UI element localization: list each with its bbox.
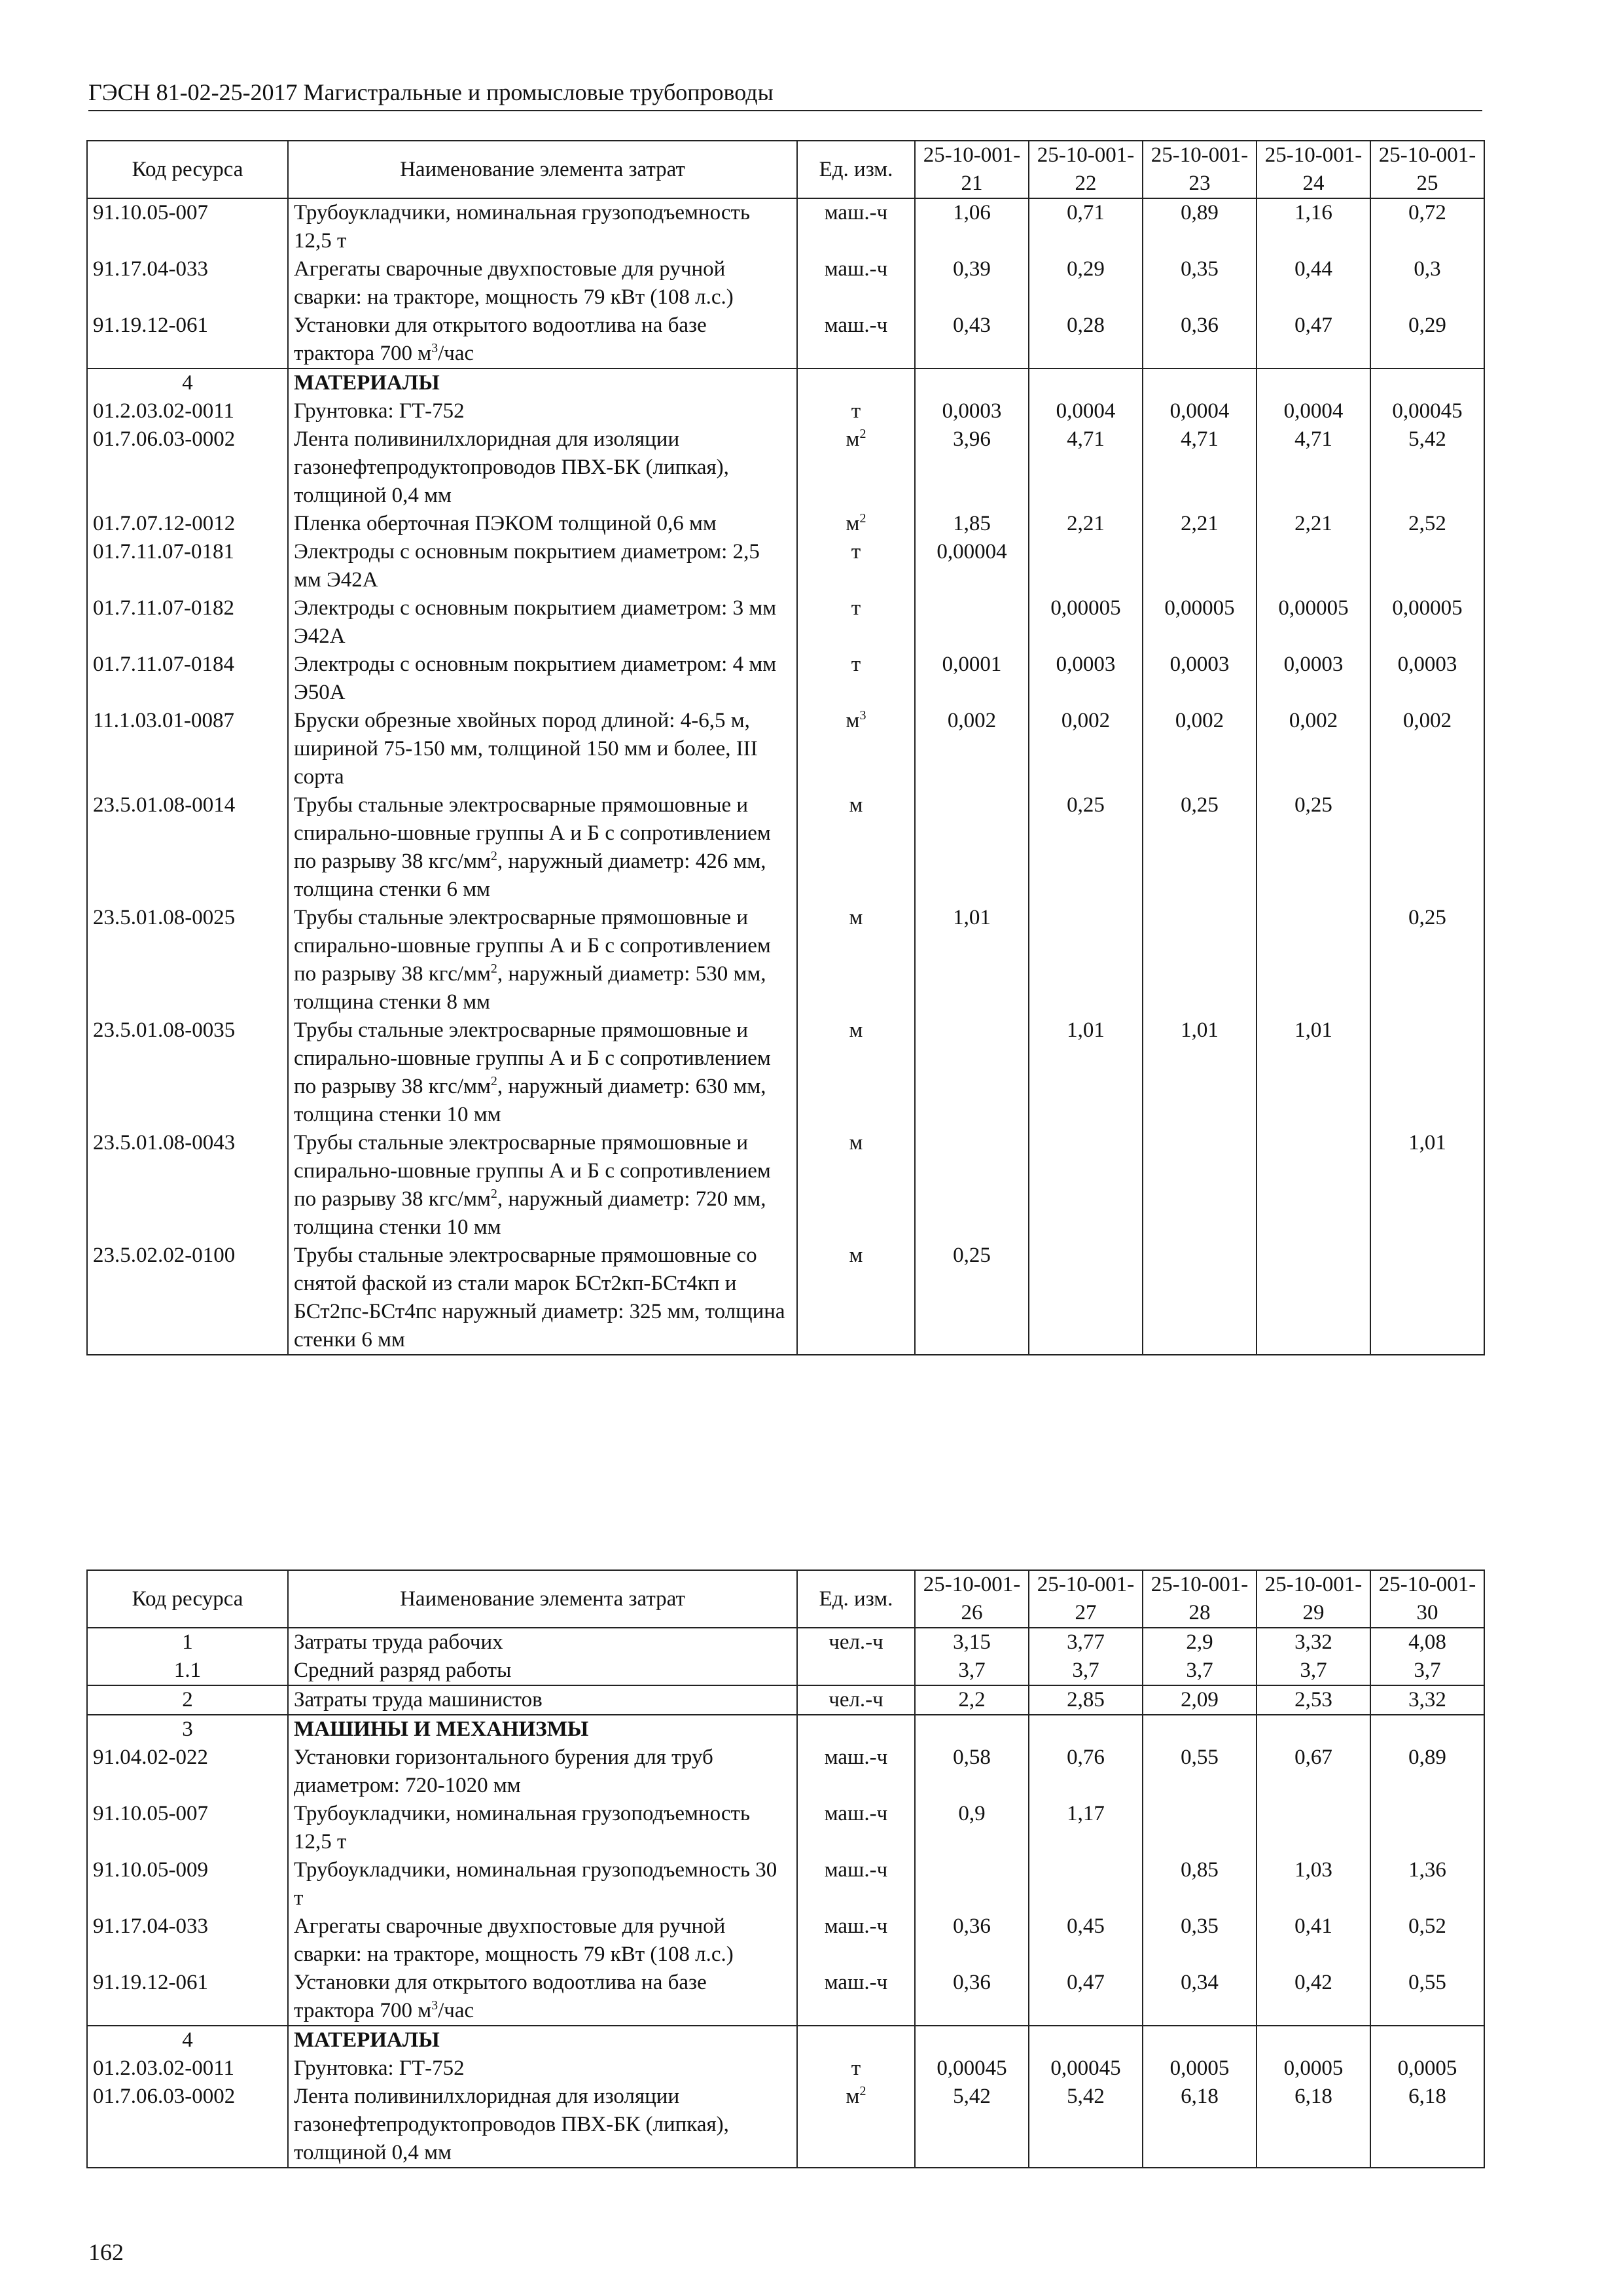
resource-code: 23.5.01.08-0014 xyxy=(87,791,288,904)
value-cell: 0,00005 xyxy=(1257,594,1370,651)
resource-table-1 xyxy=(86,140,1485,1355)
value-cell: 0,36 xyxy=(915,1912,1029,1969)
unit-cell: маш.-ч xyxy=(797,1969,915,2026)
resource-name: Агрегаты сварочные двухпостовые для ручной сварки: на тракторе, мощность 79 кВт (108 л.с.) xyxy=(288,1912,797,1969)
value-cell: 6,18 xyxy=(1257,2083,1370,2168)
resource-code: 01.7.06.03-0002 xyxy=(87,2083,288,2168)
value-cell: 2,21 xyxy=(1029,510,1143,538)
value-cell xyxy=(1370,2026,1484,2054)
value-cell xyxy=(1257,1129,1370,1242)
unit-cell: м xyxy=(797,791,915,904)
value-cell xyxy=(1370,1016,1484,1129)
header-norm-code: 25-10-001-29 xyxy=(1257,1570,1370,1628)
value-cell xyxy=(915,1016,1029,1129)
header-norm-code: 25-10-001-22 xyxy=(1029,141,1143,198)
value-cell xyxy=(1143,1715,1257,1744)
value-cell: 0,002 xyxy=(1257,707,1370,791)
table-row xyxy=(87,791,1484,904)
value-cell: 1,16 xyxy=(1257,198,1370,255)
value-cell: 0,0005 xyxy=(1143,2054,1257,2083)
resource-code: 01.2.03.02-0011 xyxy=(87,397,288,425)
resource-name: Трубы стальные электросварные прямошовные и спирально-шовные группы А и Б с сопротивлением по разрыву 38 кгс/$мм^2$, наружный диаметр: 630 мм, толщина стенки 10 мм xyxy=(288,1016,797,1129)
resource-code: 23.5.01.08-0043 xyxy=(87,1129,288,1242)
table-row xyxy=(87,510,1484,538)
resource-name: Установки горизонтального бурения для труб диаметром: 720-1020 мм xyxy=(288,1744,797,1800)
resource-name: Электроды с основным покрытием диаметром: 2,5 мм Э42А xyxy=(288,538,797,594)
resource-name: Электроды с основным покрытием диаметром: 4 мм Э50А xyxy=(288,651,797,707)
value-cell: 0,28 xyxy=(1029,312,1143,368)
table-row xyxy=(87,904,1484,1016)
table-row xyxy=(87,255,1484,312)
unit-cell xyxy=(797,2026,915,2054)
value-cell xyxy=(915,2026,1029,2054)
table-row xyxy=(87,594,1484,651)
table-row xyxy=(87,1242,1484,1355)
header-norm-code: 25-10-001-28 xyxy=(1143,1570,1257,1628)
resource-code: 3 xyxy=(87,1715,288,1744)
resource-name: Затраты труда рабочих xyxy=(288,1628,797,1657)
value-cell xyxy=(1029,1715,1143,1744)
value-cell: 2,21 xyxy=(1257,510,1370,538)
value-cell: 3,32 xyxy=(1257,1628,1370,1657)
value-cell: 1,01 xyxy=(1143,1016,1257,1129)
value-cell xyxy=(915,368,1029,397)
resource-code: 4 xyxy=(87,368,288,397)
value-cell: 2,2 xyxy=(915,1685,1029,1715)
value-cell: 0,0004 xyxy=(1029,397,1143,425)
value-cell: 0,72 xyxy=(1370,198,1484,255)
value-cell: 0,58 xyxy=(915,1744,1029,1800)
value-cell xyxy=(1143,1129,1257,1242)
unit-cell: т xyxy=(797,538,915,594)
resource-name: Пленка оберточная ПЭКОМ толщиной 0,6 мм xyxy=(288,510,797,538)
value-cell: 0,35 xyxy=(1143,1912,1257,1969)
value-cell: 5,42 xyxy=(915,2083,1029,2168)
header-norm-code: 25-10-001-24 xyxy=(1257,141,1370,198)
value-cell xyxy=(1143,904,1257,1016)
value-cell: 0,25 xyxy=(1257,791,1370,904)
value-cell: 2,21 xyxy=(1143,510,1257,538)
value-cell: 1,17 xyxy=(1029,1800,1143,1856)
resource-code: 91.17.04-033 xyxy=(87,255,288,312)
table-row xyxy=(87,312,1484,368)
value-cell: 2,52 xyxy=(1370,510,1484,538)
unit-cell: маш.-ч xyxy=(797,312,915,368)
header-norm-code: 25-10-001-27 xyxy=(1029,1570,1143,1628)
value-cell: 0,002 xyxy=(1143,707,1257,791)
value-cell: 3,32 xyxy=(1370,1685,1484,1715)
header-norm-code: 25-10-001-30 xyxy=(1370,1570,1484,1628)
value-cell xyxy=(1029,1856,1143,1912)
value-cell xyxy=(1370,368,1484,397)
resource-code: 01.7.11.07-0181 xyxy=(87,538,288,594)
value-cell: 2,09 xyxy=(1143,1685,1257,1715)
header-name: Наименование элемента затрат xyxy=(288,1570,797,1628)
value-cell xyxy=(915,1129,1029,1242)
value-cell: 0,34 xyxy=(1143,1969,1257,2026)
unit-cell: т xyxy=(797,397,915,425)
resource-name: МАТЕРИАЛЫ xyxy=(288,368,797,397)
table-row xyxy=(87,538,1484,594)
resource-name: Трубы стальные электросварные прямошовные и спирально-шовные группы А и Б с сопротивлением по разрыву 38 кгс/$мм^2$, наружный диаметр: 720 мм, толщина стенки 10 мм xyxy=(288,1129,797,1242)
resource-code: 01.7.11.07-0182 xyxy=(87,594,288,651)
value-cell xyxy=(1029,904,1143,1016)
value-cell xyxy=(1370,1242,1484,1355)
resource-code: 01.7.06.03-0002 xyxy=(87,425,288,510)
header-norm-code: 25-10-001-23 xyxy=(1143,141,1257,198)
value-cell: 0,29 xyxy=(1370,312,1484,368)
table-row xyxy=(87,1657,1484,1685)
value-cell xyxy=(1257,1800,1370,1856)
value-cell: 0,0004 xyxy=(1143,397,1257,425)
value-cell xyxy=(1257,2026,1370,2054)
value-cell xyxy=(1370,791,1484,904)
value-cell: 2,85 xyxy=(1029,1685,1143,1715)
value-cell: 3,7 xyxy=(915,1657,1029,1685)
section-row xyxy=(87,1715,1484,1744)
unit-cell: т xyxy=(797,594,915,651)
value-cell: 0,85 xyxy=(1143,1856,1257,1912)
value-cell xyxy=(1029,1129,1143,1242)
resource-name: Трубоукладчики, номинальная грузоподъемность 30 т xyxy=(288,1856,797,1912)
value-cell xyxy=(1370,538,1484,594)
resource-code: 2 xyxy=(87,1685,288,1715)
value-cell: 2,9 xyxy=(1143,1628,1257,1657)
value-cell: 3,7 xyxy=(1143,1657,1257,1685)
value-cell: 0,76 xyxy=(1029,1744,1143,1800)
value-cell: 3,7 xyxy=(1029,1657,1143,1685)
section-row xyxy=(87,2026,1484,2054)
value-cell: 3,77 xyxy=(1029,1628,1143,1657)
value-cell: 0,0003 xyxy=(1029,651,1143,707)
value-cell: 3,7 xyxy=(1370,1657,1484,1685)
resource-code: 91.10.05-007 xyxy=(87,198,288,255)
value-cell xyxy=(1257,538,1370,594)
value-cell: 0,55 xyxy=(1370,1969,1484,2026)
resource-name: Лента поливинилхлоридная для изоляции газонефтепродуктопроводов ПВХ-БК (липкая), толщиной 0,4 мм xyxy=(288,425,797,510)
section-row xyxy=(87,368,1484,397)
unit-cell: маш.-ч xyxy=(797,198,915,255)
header-norm-code: 25-10-001-25 xyxy=(1370,141,1484,198)
unit-cell: $м^2$ xyxy=(797,2083,915,2168)
table-row xyxy=(87,397,1484,425)
resource-name: Грунтовка: ГТ-752 xyxy=(288,397,797,425)
unit-cell xyxy=(797,368,915,397)
resource-code: 91.19.12-061 xyxy=(87,312,288,368)
value-cell: 0,47 xyxy=(1029,1969,1143,2026)
resource-name: Электроды с основным покрытием диаметром: 3 мм Э42А xyxy=(288,594,797,651)
resource-code: 1 xyxy=(87,1628,288,1657)
resource-code: 01.2.03.02-0011 xyxy=(87,2054,288,2083)
unit-cell: т xyxy=(797,651,915,707)
table-row xyxy=(87,1856,1484,1912)
value-cell: 0,00045 xyxy=(1370,397,1484,425)
resource-code: 23.5.01.08-0035 xyxy=(87,1016,288,1129)
value-cell xyxy=(1370,1715,1484,1744)
resource-code: 91.04.02-022 xyxy=(87,1744,288,1800)
header-norm-code: 25-10-001-21 xyxy=(915,141,1029,198)
value-cell: 0,41 xyxy=(1257,1912,1370,1969)
page-header: ГЭСН 81-02-25-2017 Магистральные и промысловые трубопроводы xyxy=(88,77,1482,111)
table-row xyxy=(87,1912,1484,1969)
header-name: Наименование элемента затрат xyxy=(288,141,797,198)
value-cell: 1,01 xyxy=(1029,1016,1143,1129)
resource-name: Трубоукладчики, номинальная грузоподъемность 12,5 т xyxy=(288,198,797,255)
value-cell: 1,36 xyxy=(1370,1856,1484,1912)
unit-cell xyxy=(797,1715,915,1744)
resource-code: 01.7.11.07-0184 xyxy=(87,651,288,707)
value-cell: 0,0003 xyxy=(1370,651,1484,707)
value-cell: 0,29 xyxy=(1029,255,1143,312)
unit-cell: чел.-ч xyxy=(797,1628,915,1657)
value-cell xyxy=(1029,2026,1143,2054)
unit-cell: м xyxy=(797,1242,915,1355)
value-cell: 0,0003 xyxy=(1257,651,1370,707)
resource-name: Установки для открытого водоотлива на базе трактора 700 $м^3$/час xyxy=(288,312,797,368)
page-number: 162 xyxy=(88,2239,124,2265)
table-row xyxy=(87,198,1484,255)
resource-name: Грунтовка: ГТ-752 xyxy=(288,2054,797,2083)
table-row xyxy=(87,2083,1484,2168)
unit-cell: $м^2$ xyxy=(797,510,915,538)
value-cell: 0,25 xyxy=(1029,791,1143,904)
table-row xyxy=(87,1800,1484,1856)
value-cell xyxy=(1257,368,1370,397)
value-cell xyxy=(1143,538,1257,594)
value-cell: 5,42 xyxy=(1029,2083,1143,2168)
resource-code: 91.19.12-061 xyxy=(87,1969,288,2026)
value-cell: 0,45 xyxy=(1029,1912,1143,1969)
value-cell: 0,00005 xyxy=(1029,594,1143,651)
value-cell: 0,0001 xyxy=(915,651,1029,707)
resource-code: 1.1 xyxy=(87,1657,288,1685)
value-cell xyxy=(915,791,1029,904)
value-cell: 0,67 xyxy=(1257,1744,1370,1800)
value-cell: 0,44 xyxy=(1257,255,1370,312)
value-cell: 0,89 xyxy=(1143,198,1257,255)
value-cell: 0,002 xyxy=(1370,707,1484,791)
value-cell: 1,85 xyxy=(915,510,1029,538)
value-cell: 0,39 xyxy=(915,255,1029,312)
resource-code: 91.17.04-033 xyxy=(87,1912,288,1969)
value-cell: 0,00005 xyxy=(1370,594,1484,651)
value-cell xyxy=(1143,1800,1257,1856)
header-norm-code: 25-10-001-26 xyxy=(915,1570,1029,1628)
unit-cell: маш.-ч xyxy=(797,1744,915,1800)
header-unit: Ед. изм. xyxy=(797,1570,915,1628)
table-row xyxy=(87,1129,1484,1242)
value-cell: 0,71 xyxy=(1029,198,1143,255)
table-row xyxy=(87,1016,1484,1129)
unit-cell: маш.-ч xyxy=(797,1800,915,1856)
value-cell: 6,18 xyxy=(1370,2083,1484,2168)
value-cell: 1,01 xyxy=(1370,1129,1484,1242)
value-cell: 6,18 xyxy=(1143,2083,1257,2168)
unit-cell: м xyxy=(797,1129,915,1242)
value-cell: 1,06 xyxy=(915,198,1029,255)
value-cell: 0,25 xyxy=(1370,904,1484,1016)
value-cell: 0,52 xyxy=(1370,1912,1484,1969)
value-cell xyxy=(1143,1242,1257,1355)
unit-cell: м xyxy=(797,904,915,1016)
value-cell: 3,96 xyxy=(915,425,1029,510)
value-cell: 0,43 xyxy=(915,312,1029,368)
value-cell xyxy=(1143,2026,1257,2054)
value-cell: 0,35 xyxy=(1143,255,1257,312)
unit-cell: $м^3$ xyxy=(797,707,915,791)
table-row xyxy=(87,651,1484,707)
resource-name: Лента поливинилхлоридная для изоляции газонефтепродуктопроводов ПВХ-БК (липкая), толщиной 0,4 мм xyxy=(288,2083,797,2168)
resource-name: Трубы стальные электросварные прямошовные со снятой фаской из стали марок БСт2кп-БСт4кп и БСт2пс-БСт4пс наружный диаметр: 325 мм, толщина стенки 6 мм xyxy=(288,1242,797,1355)
table-row xyxy=(87,1969,1484,2026)
value-cell: 0,002 xyxy=(1029,707,1143,791)
resource-name: Бруски обрезные хвойных пород длиной: 4-6,5 м, шириной 75-150 мм, толщиной 150 мм и более, III сорта xyxy=(288,707,797,791)
value-cell: 4,71 xyxy=(1257,425,1370,510)
table-row xyxy=(87,2054,1484,2083)
unit-cell: маш.-ч xyxy=(797,255,915,312)
resource-name: МАТЕРИАЛЫ xyxy=(288,2026,797,2054)
unit-cell: м xyxy=(797,1016,915,1129)
resource-name: Затраты труда машинистов xyxy=(288,1685,797,1715)
value-cell: 0,42 xyxy=(1257,1969,1370,2026)
value-cell: 0,00045 xyxy=(915,2054,1029,2083)
value-cell: 0,9 xyxy=(915,1800,1029,1856)
value-cell xyxy=(1370,1800,1484,1856)
value-cell: 0,0005 xyxy=(1257,2054,1370,2083)
value-cell: 0,00004 xyxy=(915,538,1029,594)
value-cell: 0,0004 xyxy=(1257,397,1370,425)
value-cell xyxy=(1029,368,1143,397)
value-cell: 3,7 xyxy=(1257,1657,1370,1685)
value-cell: 0,002 xyxy=(915,707,1029,791)
value-cell xyxy=(1257,1715,1370,1744)
resource-code: 23.5.02.02-0100 xyxy=(87,1242,288,1355)
value-cell: 2,53 xyxy=(1257,1685,1370,1715)
resource-code: 01.7.07.12-0012 xyxy=(87,510,288,538)
resource-name: Трубы стальные электросварные прямошовные и спирально-шовные группы А и Б с сопротивлением по разрыву 38 кгс/$мм^2$, наружный диаметр: 530 мм, толщина стенки 8 мм xyxy=(288,904,797,1016)
value-cell: 0,55 xyxy=(1143,1744,1257,1800)
unit-cell: маш.-ч xyxy=(797,1912,915,1969)
table-row xyxy=(87,707,1484,791)
unit-cell xyxy=(797,1657,915,1685)
value-cell: 0,3 xyxy=(1370,255,1484,312)
resource-name: Трубы стальные электросварные прямошовные и спирально-шовные группы А и Б с сопротивлением по разрыву 38 кгс/$мм^2$, наружный диаметр: 426 мм, толщина стенки 6 мм xyxy=(288,791,797,904)
value-cell xyxy=(1257,904,1370,1016)
value-cell: 4,71 xyxy=(1143,425,1257,510)
value-cell xyxy=(915,594,1029,651)
table-row xyxy=(87,1744,1484,1800)
table-header-row xyxy=(87,141,1484,198)
value-cell xyxy=(915,1856,1029,1912)
resource-code: 91.10.05-007 xyxy=(87,1800,288,1856)
value-cell: 0,89 xyxy=(1370,1744,1484,1800)
table-row xyxy=(87,1685,1484,1715)
value-cell xyxy=(1143,368,1257,397)
resource-name: Агрегаты сварочные двухпостовые для ручной сварки: на тракторе, мощность 79 кВт (108 л.с.) xyxy=(288,255,797,312)
resource-table-2 xyxy=(86,1570,1485,2168)
value-cell: 0,36 xyxy=(915,1969,1029,2026)
value-cell xyxy=(1029,538,1143,594)
value-cell xyxy=(1257,1242,1370,1355)
value-cell: 0,00005 xyxy=(1143,594,1257,651)
value-cell xyxy=(915,1715,1029,1744)
table-row xyxy=(87,1628,1484,1657)
value-cell: 1,01 xyxy=(1257,1016,1370,1129)
resource-name: Трубоукладчики, номинальная грузоподъемность 12,5 т xyxy=(288,1800,797,1856)
unit-cell: $м^2$ xyxy=(797,425,915,510)
header-code: Код ресурса xyxy=(87,141,288,198)
unit-cell: чел.-ч xyxy=(797,1685,915,1715)
table-row xyxy=(87,425,1484,510)
unit-cell: т xyxy=(797,2054,915,2083)
value-cell: 0,0005 xyxy=(1370,2054,1484,2083)
value-cell: 0,25 xyxy=(915,1242,1029,1355)
value-cell: 3,15 xyxy=(915,1628,1029,1657)
unit-cell: маш.-ч xyxy=(797,1856,915,1912)
resource-code: 23.5.01.08-0025 xyxy=(87,904,288,1016)
resource-name: Установки для открытого водоотлива на базе трактора 700 $м^3$/час xyxy=(288,1969,797,2026)
value-cell: 4,71 xyxy=(1029,425,1143,510)
resource-code: 11.1.03.01-0087 xyxy=(87,707,288,791)
value-cell: 0,25 xyxy=(1143,791,1257,904)
value-cell: 1,01 xyxy=(915,904,1029,1016)
value-cell: 5,42 xyxy=(1370,425,1484,510)
resource-name: МАШИНЫ И МЕХАНИЗМЫ xyxy=(288,1715,797,1744)
value-cell: 0,0003 xyxy=(1143,651,1257,707)
value-cell: 1,03 xyxy=(1257,1856,1370,1912)
resource-code: 91.10.05-009 xyxy=(87,1856,288,1912)
resource-name: Средний разряд работы xyxy=(288,1657,797,1685)
value-cell: 4,08 xyxy=(1370,1628,1484,1657)
resource-code: 4 xyxy=(87,2026,288,2054)
value-cell xyxy=(1029,1242,1143,1355)
value-cell: 0,00045 xyxy=(1029,2054,1143,2083)
value-cell: 0,47 xyxy=(1257,312,1370,368)
value-cell: 0,36 xyxy=(1143,312,1257,368)
table-header-row xyxy=(87,1570,1484,1628)
header-code: Код ресурса xyxy=(87,1570,288,1628)
header-unit: Ед. изм. xyxy=(797,141,915,198)
value-cell: 0,0003 xyxy=(915,397,1029,425)
